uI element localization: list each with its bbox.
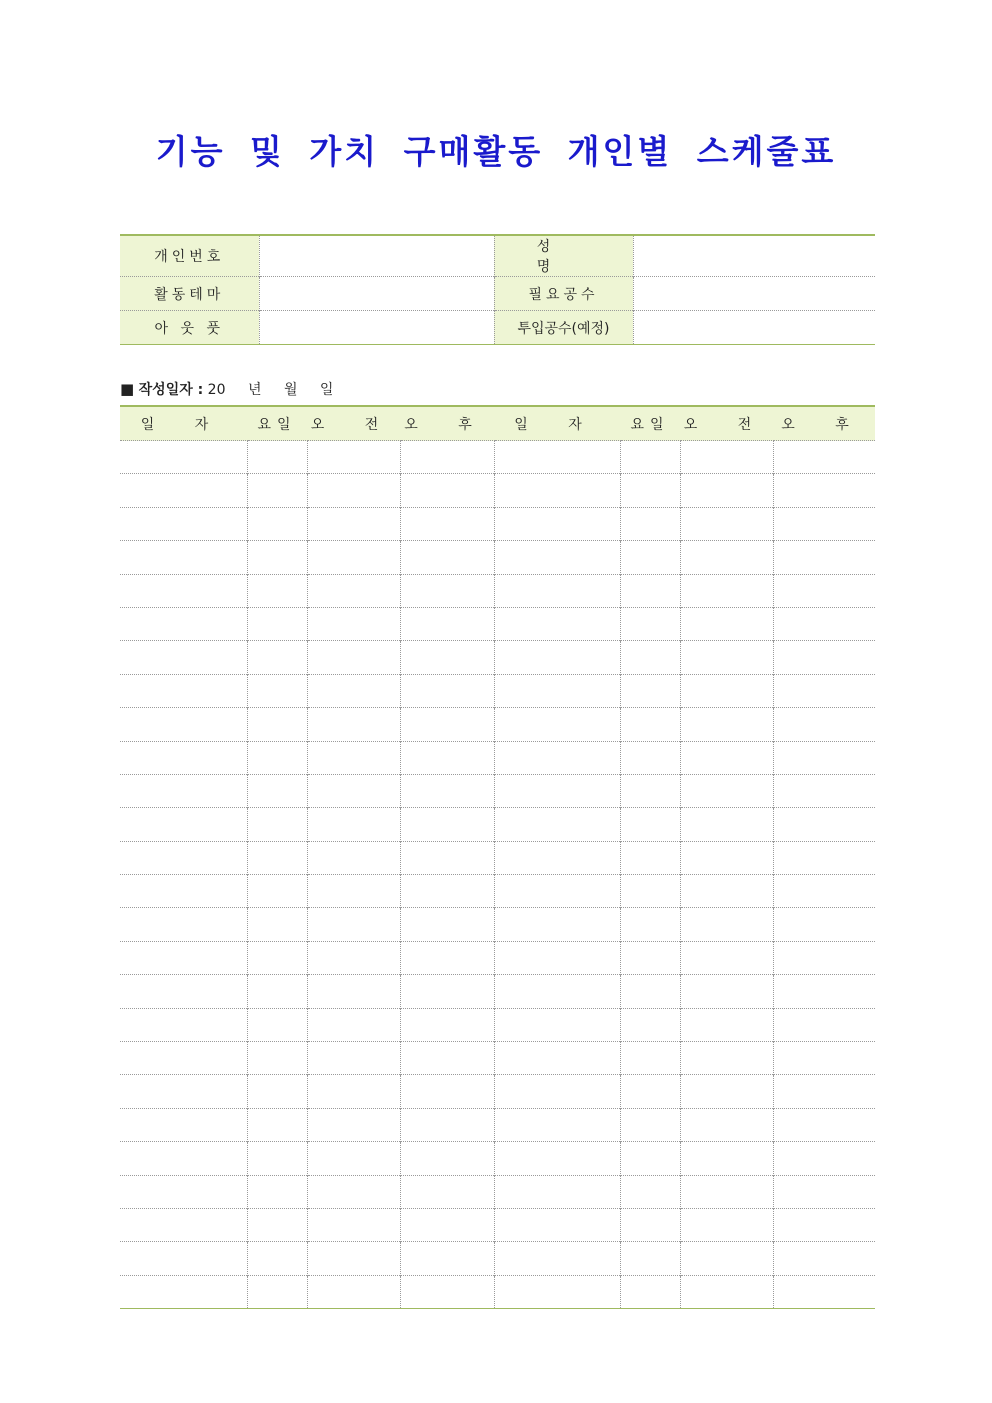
morning-cell-2[interactable] [680, 541, 773, 574]
label-output: 아 웃 풋 [120, 311, 259, 345]
date-cell[interactable] [120, 1142, 247, 1175]
header-weekday-2: 요일 [620, 406, 680, 441]
date-cell-2[interactable] [494, 941, 620, 974]
morning-cell-2[interactable] [680, 908, 773, 941]
table-row [120, 741, 875, 774]
label-personal-number: 개인번호 [120, 235, 259, 277]
weekday-cell[interactable] [247, 808, 307, 841]
table-row [120, 674, 875, 707]
morning-cell[interactable] [307, 1008, 400, 1041]
weekday-cell-2[interactable] [620, 1242, 680, 1275]
date-cell-2[interactable] [494, 875, 620, 908]
morning-cell[interactable] [307, 1242, 400, 1275]
table-row [120, 708, 875, 741]
morning-cell[interactable] [307, 1075, 400, 1108]
afternoon-cell-2[interactable] [773, 1275, 875, 1308]
info-row-output [120, 311, 875, 345]
morning-cell[interactable] [307, 507, 400, 540]
weekday-cell-2[interactable] [620, 708, 680, 741]
morning-cell-2[interactable] [680, 1042, 773, 1075]
table-row [120, 1075, 875, 1108]
date-cell-2[interactable] [494, 474, 620, 507]
label-planned-manhours: 투입공수(예정) [494, 311, 633, 345]
afternoon-cell-2[interactable] [773, 808, 875, 841]
afternoon-cell-2[interactable] [773, 1142, 875, 1175]
morning-cell-2[interactable] [680, 674, 773, 707]
table-row [120, 641, 875, 674]
creation-date-line [120, 379, 333, 399]
weekday-cell[interactable] [247, 1075, 307, 1108]
afternoon-cell[interactable] [400, 574, 494, 607]
weekday-cell-2[interactable] [620, 441, 680, 474]
square-bullet-icon: ■ [120, 380, 135, 398]
header-morning-2: 오 전 [680, 406, 773, 441]
required-manhours-field[interactable] [633, 277, 875, 311]
afternoon-cell-2[interactable] [773, 708, 875, 741]
weekday-cell[interactable] [247, 1275, 307, 1308]
date-cell[interactable] [120, 574, 247, 607]
date-cell[interactable] [120, 1075, 247, 1108]
table-row [120, 975, 875, 1008]
afternoon-cell-2[interactable] [773, 941, 875, 974]
date-cell[interactable] [120, 975, 247, 1008]
afternoon-cell[interactable] [400, 1208, 494, 1241]
afternoon-cell[interactable] [400, 641, 494, 674]
table-row [120, 841, 875, 874]
date-cell-2[interactable] [494, 1108, 620, 1141]
schedule-body [120, 441, 875, 1309]
weekday-cell-2[interactable] [620, 574, 680, 607]
weekday-cell[interactable] [247, 1042, 307, 1075]
afternoon-cell[interactable] [400, 708, 494, 741]
date-cell-2[interactable] [494, 1242, 620, 1275]
weekday-cell-2[interactable] [620, 741, 680, 774]
weekday-cell[interactable] [247, 708, 307, 741]
weekday-cell-2[interactable] [620, 975, 680, 1008]
name-field[interactable] [633, 235, 875, 277]
table-row [120, 541, 875, 574]
date-cell-2[interactable] [494, 1275, 620, 1308]
afternoon-cell-2[interactable] [773, 474, 875, 507]
weekday-cell-2[interactable] [620, 1142, 680, 1175]
date-cell-2[interactable] [494, 1075, 620, 1108]
date-cell[interactable] [120, 541, 247, 574]
afternoon-cell[interactable] [400, 1242, 494, 1275]
label-required-manhours: 필요공수 [494, 277, 633, 311]
year-unit: 년 [247, 382, 262, 398]
weekday-cell[interactable] [247, 875, 307, 908]
weekday-cell-2[interactable] [620, 1075, 680, 1108]
morning-cell[interactable] [307, 1175, 400, 1208]
weekday-cell-2[interactable] [620, 1275, 680, 1308]
morning-cell[interactable] [307, 1275, 400, 1308]
weekday-cell-2[interactable] [620, 1042, 680, 1075]
morning-cell-2[interactable] [680, 1175, 773, 1208]
morning-cell-2[interactable] [680, 641, 773, 674]
date-cell-2[interactable] [494, 507, 620, 540]
month-unit: 월 [283, 382, 298, 398]
afternoon-cell-2[interactable] [773, 1242, 875, 1275]
morning-cell[interactable] [307, 1142, 400, 1175]
weekday-cell[interactable] [247, 441, 307, 474]
morning-cell[interactable] [307, 607, 400, 640]
weekday-cell-2[interactable] [620, 674, 680, 707]
date-cell[interactable] [120, 1208, 247, 1241]
date-cell-2[interactable] [494, 1175, 620, 1208]
morning-cell[interactable] [307, 674, 400, 707]
afternoon-cell[interactable] [400, 674, 494, 707]
weekday-cell[interactable] [247, 474, 307, 507]
weekday-cell-2[interactable] [620, 875, 680, 908]
activity-theme-field[interactable] [259, 277, 494, 311]
morning-cell[interactable] [307, 1108, 400, 1141]
table-row [120, 1175, 875, 1208]
weekday-cell-2[interactable] [620, 641, 680, 674]
morning-cell[interactable] [307, 908, 400, 941]
table-row [120, 607, 875, 640]
weekday-cell-2[interactable] [620, 507, 680, 540]
table-row [120, 1275, 875, 1308]
table-row [120, 1208, 875, 1241]
table-row [120, 875, 875, 908]
weekday-cell[interactable] [247, 774, 307, 807]
morning-cell-2[interactable] [680, 975, 773, 1008]
morning-cell-2[interactable] [680, 1108, 773, 1141]
weekday-cell[interactable] [247, 1242, 307, 1275]
afternoon-cell[interactable] [400, 1142, 494, 1175]
date-cell[interactable] [120, 875, 247, 908]
table-row [120, 1008, 875, 1041]
afternoon-cell-2[interactable] [773, 674, 875, 707]
afternoon-cell[interactable] [400, 441, 494, 474]
date-cell[interactable] [120, 441, 247, 474]
morning-cell[interactable] [307, 441, 400, 474]
morning-cell-2[interactable] [680, 708, 773, 741]
afternoon-cell-2[interactable] [773, 574, 875, 607]
afternoon-cell[interactable] [400, 908, 494, 941]
afternoon-cell-2[interactable] [773, 1208, 875, 1241]
weekday-cell[interactable] [247, 908, 307, 941]
table-row [120, 507, 875, 540]
afternoon-cell[interactable] [400, 474, 494, 507]
afternoon-cell-2[interactable] [773, 841, 875, 874]
date-cell[interactable] [120, 507, 247, 540]
weekday-cell-2[interactable] [620, 908, 680, 941]
morning-cell-2[interactable] [680, 808, 773, 841]
date-cell-2[interactable] [494, 908, 620, 941]
afternoon-cell[interactable] [400, 841, 494, 874]
afternoon-cell[interactable] [400, 1175, 494, 1208]
weekday-cell-2[interactable] [620, 1208, 680, 1241]
weekday-cell[interactable] [247, 1208, 307, 1241]
date-cell[interactable] [120, 808, 247, 841]
afternoon-cell[interactable] [400, 607, 494, 640]
morning-cell[interactable] [307, 708, 400, 741]
header-afternoon-2: 오 후 [773, 406, 875, 441]
date-cell[interactable] [120, 1108, 247, 1141]
morning-cell-2[interactable] [680, 441, 773, 474]
afternoon-cell[interactable] [400, 741, 494, 774]
afternoon-cell-2[interactable] [773, 441, 875, 474]
date-cell-2[interactable] [494, 607, 620, 640]
weekday-cell[interactable] [247, 541, 307, 574]
weekday-cell[interactable] [247, 975, 307, 1008]
weekday-cell[interactable] [247, 641, 307, 674]
weekday-cell[interactable] [247, 507, 307, 540]
date-cell[interactable] [120, 607, 247, 640]
afternoon-cell-2[interactable] [773, 1042, 875, 1075]
morning-cell-2[interactable] [680, 1075, 773, 1108]
date-cell-2[interactable] [494, 1008, 620, 1041]
day-unit: 일 [319, 382, 334, 398]
weekday-cell-2[interactable] [620, 774, 680, 807]
table-row [120, 941, 875, 974]
date-cell[interactable] [120, 841, 247, 874]
year-prefix[interactable]: 20 [207, 382, 226, 398]
afternoon-cell[interactable] [400, 1008, 494, 1041]
date-cell-2[interactable] [494, 708, 620, 741]
morning-cell-2[interactable] [680, 941, 773, 974]
weekday-cell[interactable] [247, 1142, 307, 1175]
header-date-2: 일 자 [494, 406, 620, 441]
weekday-cell-2[interactable] [620, 1008, 680, 1041]
morning-cell-2[interactable] [680, 841, 773, 874]
afternoon-cell[interactable] [400, 941, 494, 974]
header-date: 일 자 [120, 406, 247, 441]
weekday-cell[interactable] [247, 674, 307, 707]
morning-cell-2[interactable] [680, 507, 773, 540]
morning-cell[interactable] [307, 774, 400, 807]
weekday-cell[interactable] [247, 1008, 307, 1041]
date-cell-2[interactable] [494, 808, 620, 841]
morning-cell-2[interactable] [680, 875, 773, 908]
afternoon-cell-2[interactable] [773, 741, 875, 774]
morning-cell[interactable] [307, 641, 400, 674]
morning-cell[interactable] [307, 541, 400, 574]
weekday-cell-2[interactable] [620, 541, 680, 574]
morning-cell-2[interactable] [680, 774, 773, 807]
date-cell-2[interactable] [494, 441, 620, 474]
personal-number-field[interactable] [259, 235, 494, 277]
table-row [120, 1142, 875, 1175]
schedule-header-row [120, 406, 875, 441]
weekday-cell[interactable] [247, 607, 307, 640]
date-cell[interactable] [120, 641, 247, 674]
header-morning: 오 전 [307, 406, 400, 441]
afternoon-cell[interactable] [400, 1275, 494, 1308]
weekday-cell-2[interactable] [620, 607, 680, 640]
morning-cell[interactable] [307, 1042, 400, 1075]
morning-cell[interactable] [307, 474, 400, 507]
afternoon-cell[interactable] [400, 1075, 494, 1108]
afternoon-cell-2[interactable] [773, 1075, 875, 1108]
weekday-cell-2[interactable] [620, 1175, 680, 1208]
date-cell[interactable] [120, 908, 247, 941]
date-cell-2[interactable] [494, 741, 620, 774]
afternoon-cell[interactable] [400, 1042, 494, 1075]
table-row [120, 908, 875, 941]
afternoon-cell-2[interactable] [773, 507, 875, 540]
table-row [120, 574, 875, 607]
output-field[interactable] [259, 311, 494, 345]
date-cell[interactable] [120, 1242, 247, 1275]
header-weekday: 요일 [247, 406, 307, 441]
date-cell[interactable] [120, 1275, 247, 1308]
date-cell-2[interactable] [494, 841, 620, 874]
morning-cell-2[interactable] [680, 474, 773, 507]
afternoon-cell-2[interactable] [773, 975, 875, 1008]
header-afternoon: 오 후 [400, 406, 494, 441]
table-row [120, 808, 875, 841]
afternoon-cell[interactable] [400, 541, 494, 574]
date-cell-2[interactable] [494, 1142, 620, 1175]
morning-cell[interactable] [307, 1208, 400, 1241]
morning-cell[interactable] [307, 808, 400, 841]
morning-cell[interactable] [307, 574, 400, 607]
weekday-cell[interactable] [247, 574, 307, 607]
info-row-id [120, 235, 875, 277]
afternoon-cell-2[interactable] [773, 875, 875, 908]
morning-cell-2[interactable] [680, 1142, 773, 1175]
afternoon-cell-2[interactable] [773, 908, 875, 941]
date-cell-2[interactable] [494, 674, 620, 707]
weekday-cell-2[interactable] [620, 1108, 680, 1141]
date-cell-2[interactable] [494, 574, 620, 607]
date-cell[interactable] [120, 708, 247, 741]
morning-cell-2[interactable] [680, 574, 773, 607]
weekday-cell-2[interactable] [620, 941, 680, 974]
morning-cell-2[interactable] [680, 1008, 773, 1041]
morning-cell-2[interactable] [680, 1208, 773, 1241]
morning-cell[interactable] [307, 841, 400, 874]
morning-cell[interactable] [307, 941, 400, 974]
date-cell-2[interactable] [494, 975, 620, 1008]
afternoon-cell-2[interactable] [773, 774, 875, 807]
table-row [120, 1042, 875, 1075]
afternoon-cell[interactable] [400, 875, 494, 908]
afternoon-cell[interactable] [400, 507, 494, 540]
date-cell[interactable] [120, 741, 247, 774]
afternoon-cell-2[interactable] [773, 607, 875, 640]
afternoon-cell-2[interactable] [773, 541, 875, 574]
morning-cell-2[interactable] [680, 1242, 773, 1275]
morning-cell-2[interactable] [680, 741, 773, 774]
date-cell-2[interactable] [494, 774, 620, 807]
weekday-cell-2[interactable] [620, 474, 680, 507]
afternoon-cell[interactable] [400, 774, 494, 807]
date-cell[interactable] [120, 1042, 247, 1075]
table-row [120, 774, 875, 807]
morning-cell[interactable] [307, 741, 400, 774]
weekday-cell-2[interactable] [620, 841, 680, 874]
weekday-cell[interactable] [247, 1108, 307, 1141]
date-cell[interactable] [120, 941, 247, 974]
creation-date-label: 작성일자 : [138, 382, 204, 398]
page-title: 기능 및 가치 구매활동 개인별 스케줄표 [155, 132, 837, 171]
table-row [120, 441, 875, 474]
table-row [120, 1242, 875, 1275]
date-cell-2[interactable] [494, 1208, 620, 1241]
label-activity-theme: 활동테마 [120, 277, 259, 311]
morning-cell-2[interactable] [680, 1275, 773, 1308]
date-cell[interactable] [120, 774, 247, 807]
date-cell[interactable] [120, 1008, 247, 1041]
weekday-cell[interactable] [247, 741, 307, 774]
afternoon-cell[interactable] [400, 975, 494, 1008]
weekday-cell[interactable] [247, 1175, 307, 1208]
afternoon-cell[interactable] [400, 1108, 494, 1141]
afternoon-cell-2[interactable] [773, 1108, 875, 1141]
afternoon-cell[interactable] [400, 808, 494, 841]
label-name: 성 명 [494, 235, 633, 277]
weekday-cell[interactable] [247, 941, 307, 974]
date-cell-2[interactable] [494, 641, 620, 674]
weekday-cell[interactable] [247, 841, 307, 874]
afternoon-cell-2[interactable] [773, 1008, 875, 1041]
morning-cell-2[interactable] [680, 607, 773, 640]
info-row-theme [120, 277, 875, 311]
afternoon-cell-2[interactable] [773, 641, 875, 674]
table-row [120, 474, 875, 507]
date-cell[interactable] [120, 474, 247, 507]
date-cell[interactable] [120, 674, 247, 707]
date-cell-2[interactable] [494, 541, 620, 574]
date-cell[interactable] [120, 1175, 247, 1208]
info-table [120, 234, 875, 345]
afternoon-cell-2[interactable] [773, 1175, 875, 1208]
morning-cell[interactable] [307, 975, 400, 1008]
schedule-table [120, 405, 875, 1309]
date-cell-2[interactable] [494, 1042, 620, 1075]
morning-cell[interactable] [307, 875, 400, 908]
table-row [120, 1108, 875, 1141]
weekday-cell-2[interactable] [620, 808, 680, 841]
planned-manhours-field[interactable] [633, 311, 875, 345]
